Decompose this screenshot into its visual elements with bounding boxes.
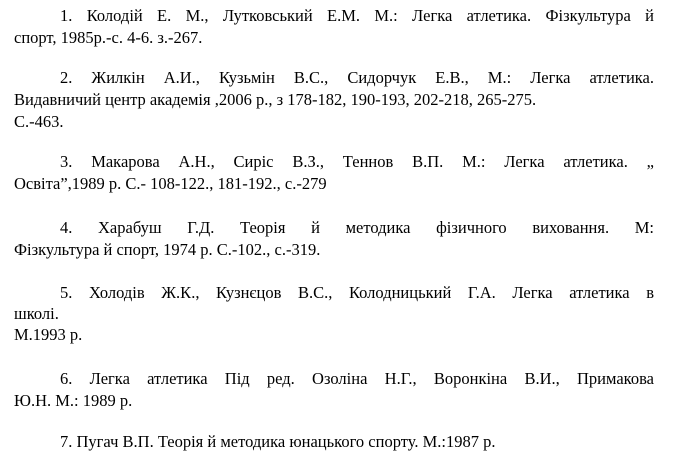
reference-2-line-2: Видавничий центр академія ,2006 р., з 178-182, 190-193, 202-218, 265-275. <box>14 90 537 109</box>
reference-3-line-1: 3. Макарова А.Н., Сиріс В.З., Теннов В.П. М.: Легка атлетика. „ <box>60 152 654 171</box>
reference-3-line-2: Освіта”,1989 р. С.- 108-122., 181-192., с.-279 <box>14 174 327 193</box>
reference-6-line-2: Ю.Н. М.: 1989 р. <box>14 391 133 410</box>
reference-2-line-3: С.-463. <box>14 112 64 131</box>
reference-7-line-1: 7. Пугач В.П. Теорія й методика юнацького спорту. М.:1987 р. <box>60 432 496 451</box>
reference-2-line-1: 2. Жилкін А.И., Кузьмін В.С., Сидорчук Е.В., М.: Легка атлетика. <box>60 68 654 87</box>
reference-4-line-2: Фізкультура й спорт, 1974 р. С.-102., с.-319. <box>14 240 321 259</box>
reference-5-line-1: 5. Холодів Ж.К., Кузнєцов В.С., Колодницький Г.А. Легка атлетика в <box>60 283 654 302</box>
reference-6-line-1: 6. Легка атлетика Під ред. Озоліна Н.Г., Воронкіна В.И., Примакова <box>60 369 654 388</box>
reference-1-line-1: 1. Колодій Е. М., Лутковський Е.М. М.: Легка атлетика. Фізкультура й <box>60 6 654 25</box>
reference-1-line-2: спорт, 1985р.-с. 4-6. з.-267. <box>14 28 203 47</box>
reference-5-line-3: М.1993 р. <box>14 325 83 344</box>
reference-5-line-2: школі. <box>14 304 59 323</box>
reference-4-line-1: 4. Харабуш Г.Д. Теорія й методика фізичного виховання. М: <box>60 218 654 237</box>
